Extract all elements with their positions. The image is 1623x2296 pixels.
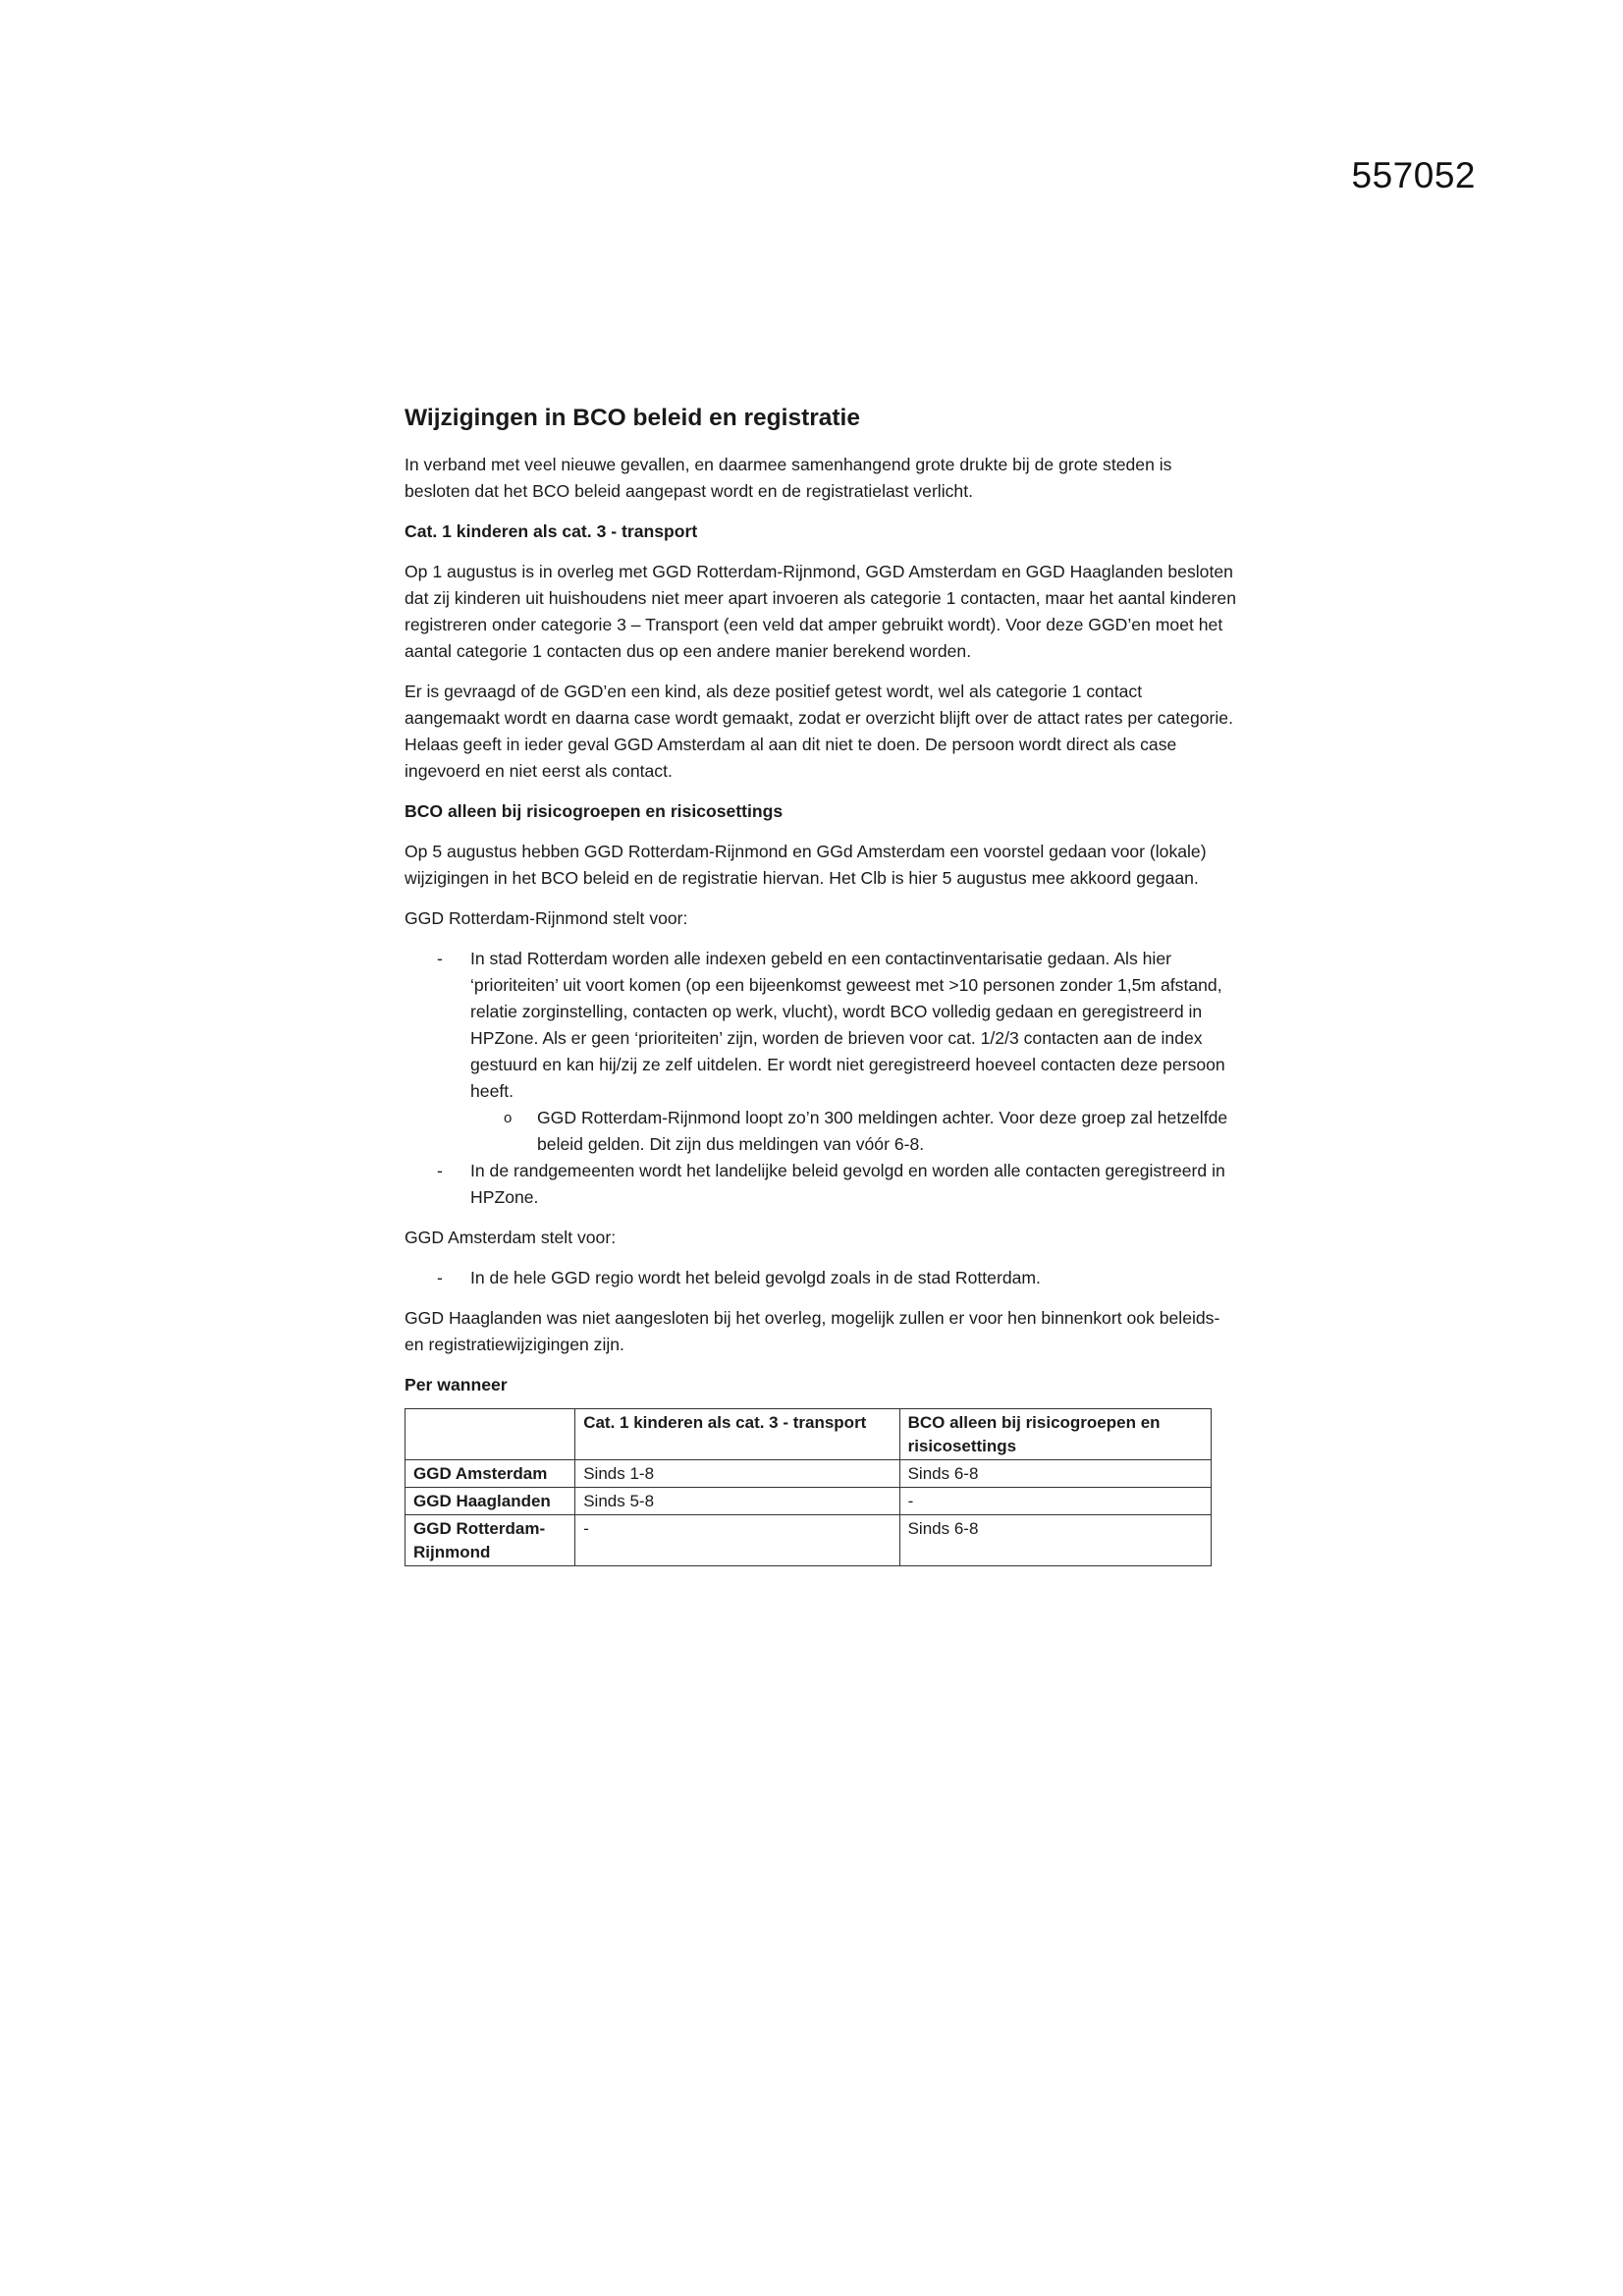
table-row <box>406 1515 1212 1566</box>
section-heading-bco: BCO alleen bij risicogroepen en risicosettings <box>405 801 784 821</box>
intro-paragraph: In verband met veel nieuwe gevallen, en daarmee samenhangend grote drukte bij de grote steden is besloten dat het BCO beleid aangepast wordt en de registratielast verlicht. <box>405 455 1172 501</box>
table-cell: Sinds 5-8 <box>575 1488 899 1515</box>
rotterdam-intro: GGD Rotterdam-Rijnmond stelt voor: <box>405 908 688 928</box>
list-item: o GGD Rotterdam-Rijnmond loopt zo’n 300 meldingen achter. Voor deze groep zal hetzelfde beleid gelden. Dit zijn dus meldingen van vóór 6-8. <box>470 1105 1239 1158</box>
list-item <box>405 946 1239 1158</box>
document-number: 557052 <box>1351 155 1476 195</box>
list-item: - In de hele GGD regio wordt het beleid gevolgd zoals in de stad Rotterdam. <box>405 1265 1239 1291</box>
table-row-header: GGD Amsterdam <box>406 1460 575 1488</box>
amsterdam-intro: GGD Amsterdam stelt voor: <box>405 1228 617 1247</box>
table-header-cell <box>406 1409 575 1460</box>
rotterdam-proposal-list <box>405 946 1239 1211</box>
bco-paragraph-1: Op 5 augustus hebben GGD Rotterdam-Rijnmond en GGd Amsterdam een voorstel gedaan voor (lokale) wijzigingen in het BCO beleid en de registratie hiervan. Het Clb is hier 5 augustus mee akkoord gegaan. <box>405 842 1207 888</box>
table-cell: Sinds 6-8 <box>899 1515 1211 1566</box>
table-cell: - <box>575 1515 899 1566</box>
table-header-cell: BCO alleen bij risicogroepen en risicosettings <box>899 1409 1211 1460</box>
document-body <box>405 403 1239 1566</box>
section-heading-cat1: Cat. 1 kinderen als cat. 3 - transport <box>405 521 698 541</box>
timeline-table <box>405 1408 1212 1566</box>
rotterdam-sub-list <box>470 1105 1239 1158</box>
table-row <box>406 1460 1212 1488</box>
cat1-paragraph-2: Er is gevraagd of de GGD’en een kind, als deze positief getest wordt, wel als categorie 1 contact aangemaakt wordt en daarna case wordt gemaakt, zodat er overzicht blijft over de attact rates per categorie. Helaas geeft in ieder geval GGD Amsterdam al aan dit niet te doen. De persoon wordt direct als case ingevoerd en niet eerst als contact. <box>405 682 1233 781</box>
table-row-header: GGD Rotterdam-Rijnmond <box>406 1515 575 1566</box>
table-cell: Sinds 6-8 <box>899 1460 1211 1488</box>
section-heading-per-wanneer: Per wanneer <box>405 1375 508 1394</box>
document-title: Wijzigingen in BCO beleid en registratie <box>405 405 860 431</box>
haaglanden-paragraph: GGD Haaglanden was niet aangesloten bij het overleg, mogelijk zullen er voor hen binnenkort ook beleids- en registratiewijzigingen zijn. <box>405 1308 1220 1354</box>
list-item: - In de randgemeenten wordt het landelijke beleid gevolgd en worden alle contacten geregistreerd in HPZone. <box>405 1158 1239 1211</box>
cat1-paragraph-1: Op 1 augustus is in overleg met GGD Rotterdam-Rijnmond, GGD Amsterdam en GGD Haaglanden besloten dat zij kinderen uit huishoudens niet meer apart invoeren als categorie 1 contacten, maar het aantal kinderen registreren onder categorie 3 – Transport (een veld dat amper gebruikt wordt). Voor deze GGD’en moet het aantal categorie 1 contacten dus op een andere manier berekend worden. <box>405 562 1236 661</box>
table-cell: Sinds 1-8 <box>575 1460 899 1488</box>
table-header-row <box>406 1409 1212 1460</box>
table-row <box>406 1488 1212 1515</box>
table-cell: - <box>899 1488 1211 1515</box>
table-row-header: GGD Haaglanden <box>406 1488 575 1515</box>
table-header-cell: Cat. 1 kinderen als cat. 3 - transport <box>575 1409 899 1460</box>
amsterdam-proposal-list <box>405 1265 1239 1291</box>
list-item-text: In stad Rotterdam worden alle indexen gebeld en een contactinventarisatie gedaan. Als hier ‘prioriteiten’ uit voort komen (op een bijeenkomst geweest met >10 personen zonder 1,5m afstand, relatie zorginstelling, contacten op werk, vlucht), wordt BCO volledig gedaan en geregistreerd in HPZone. Als er geen ‘prioriteiten’ zijn, worden de brieven voor cat. 1/2/3 contacten aan de index gestuurd en kan hij/zij ze zelf uitdelen. Er wordt niet geregistreerd hoeveel contacten deze persoon heeft. <box>470 949 1225 1101</box>
